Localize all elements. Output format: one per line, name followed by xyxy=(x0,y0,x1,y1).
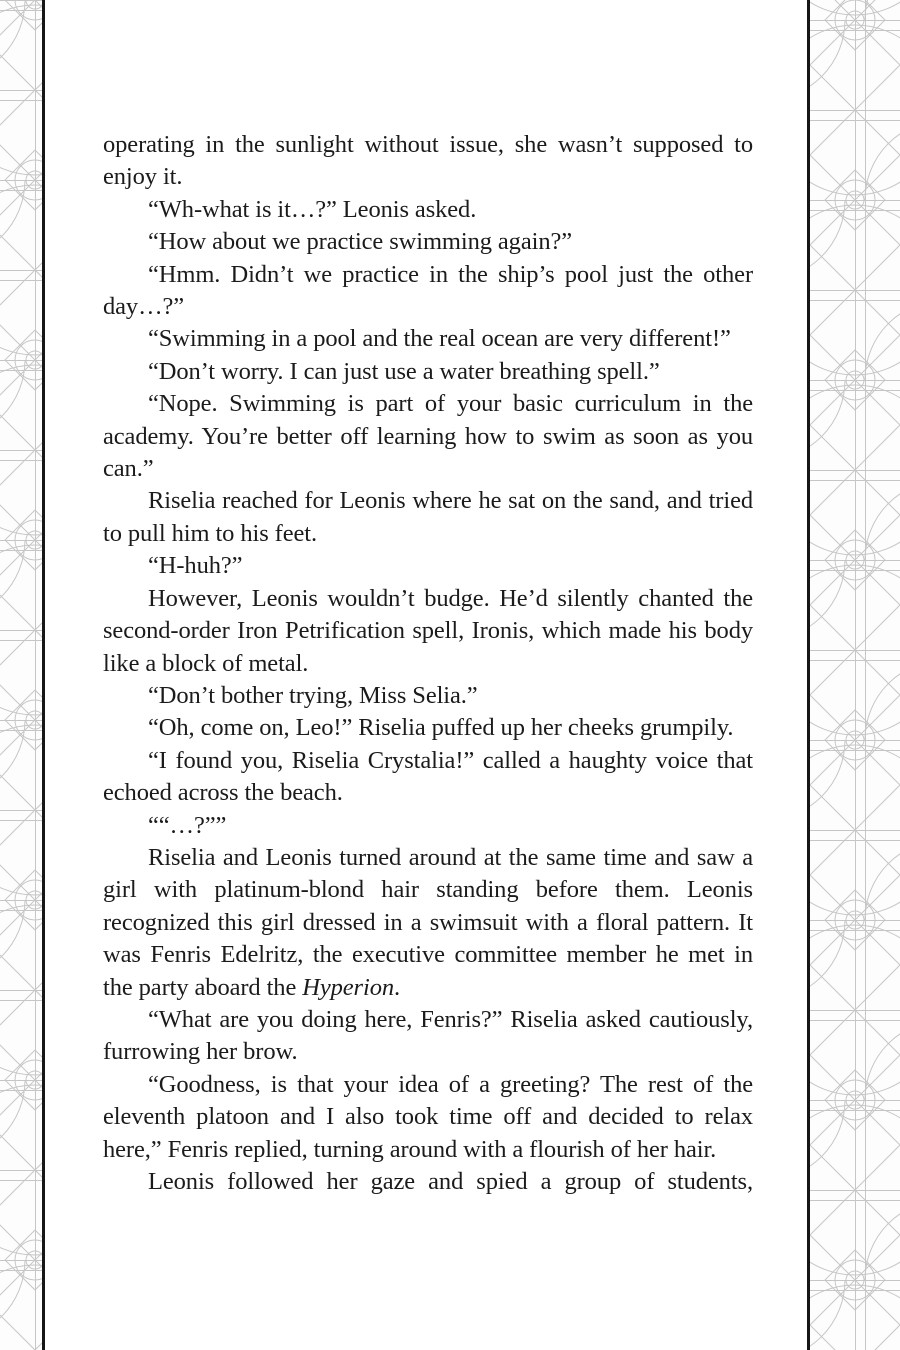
paragraph xyxy=(103,712,753,744)
text-run: . xyxy=(394,973,401,1001)
text-run: Leonis followed her gaze and spied a group of students, xyxy=(148,1168,753,1195)
paragraph xyxy=(103,1004,753,1069)
paragraph xyxy=(103,194,753,226)
text-run: “I found you, Riselia Crystalia!” called a haughty voice that echoed across the beach. xyxy=(103,746,753,807)
italic-text: Hyperion xyxy=(302,973,394,1001)
paragraph xyxy=(103,129,753,194)
page-text xyxy=(103,129,753,1198)
paragraph xyxy=(103,842,753,1004)
paragraph xyxy=(103,1069,753,1166)
paragraph xyxy=(103,226,753,258)
text-run: “Don’t bother trying, Miss Selia.” xyxy=(148,681,478,709)
text-run: “How about we practice swimming again?” xyxy=(148,228,573,256)
geometric-pattern-icon xyxy=(810,0,900,1350)
text-run: “What are you doing here, Fenris?” Riselia asked cautiously, furrowing her brow. xyxy=(103,1005,753,1066)
paragraph xyxy=(103,680,753,712)
right-border-ornament xyxy=(810,0,900,1350)
paragraph xyxy=(103,810,753,842)
text-run: “Oh, come on, Leo!” Riselia puffed up her cheeks grumpily. xyxy=(148,714,734,742)
text-run: operating in the sunlight without issue, she wasn’t supposed to enjoy it. xyxy=(103,131,753,191)
paragraph xyxy=(103,323,753,355)
text-run: Riselia and Leonis turned around at the same time and saw a girl with platinum-blond hair standing before them. Leonis recognized this girl dressed in a swimsuit with a floral pattern. It was Fenris Edelritz, the executive committee member he met in the party aboard the xyxy=(103,843,753,1001)
text-run: ““…?”” xyxy=(148,811,227,839)
paragraph xyxy=(103,583,753,680)
paragraph xyxy=(103,1166,753,1198)
text-run: “Don’t worry. I can just use a water breathing spell.” xyxy=(148,357,660,385)
paragraph xyxy=(103,550,753,582)
text-run: “H-huh?” xyxy=(148,552,243,580)
text-run: “Wh-what is it…?” Leonis asked. xyxy=(148,195,477,223)
text-run: “Goodness, is that your idea of a greeting? The rest of the eleventh platoon and I also took time off and decided to relax here,” Fenris replied, turning around with a flourish of her hair. xyxy=(103,1070,753,1163)
left-border-rule xyxy=(42,0,45,1350)
text-run: “Swimming in a pool and the real ocean are very different!” xyxy=(148,325,731,353)
text-run: Riselia reached for Leonis where he sat on the sand, and tried to pull him to his feet. xyxy=(103,487,753,547)
text-run: However, Leonis wouldn’t budge. He’d silently chanted the second-order Iron Petrification spell, Ironis, which made his body like a block of metal. xyxy=(103,584,753,677)
paragraph xyxy=(103,259,753,324)
paragraph xyxy=(103,485,753,550)
geometric-pattern-icon xyxy=(0,0,42,1350)
paragraph xyxy=(103,745,753,810)
text-run: “Nope. Swimming is part of your basic curriculum in the academy. You’re better off learning how to swim as soon as you can.” xyxy=(103,390,753,483)
text-run: “Hmm. Didn’t we practice in the ship’s pool just the other day…?” xyxy=(103,260,753,321)
paragraph xyxy=(103,356,753,388)
left-border-ornament xyxy=(0,0,42,1350)
paragraph xyxy=(103,388,753,485)
